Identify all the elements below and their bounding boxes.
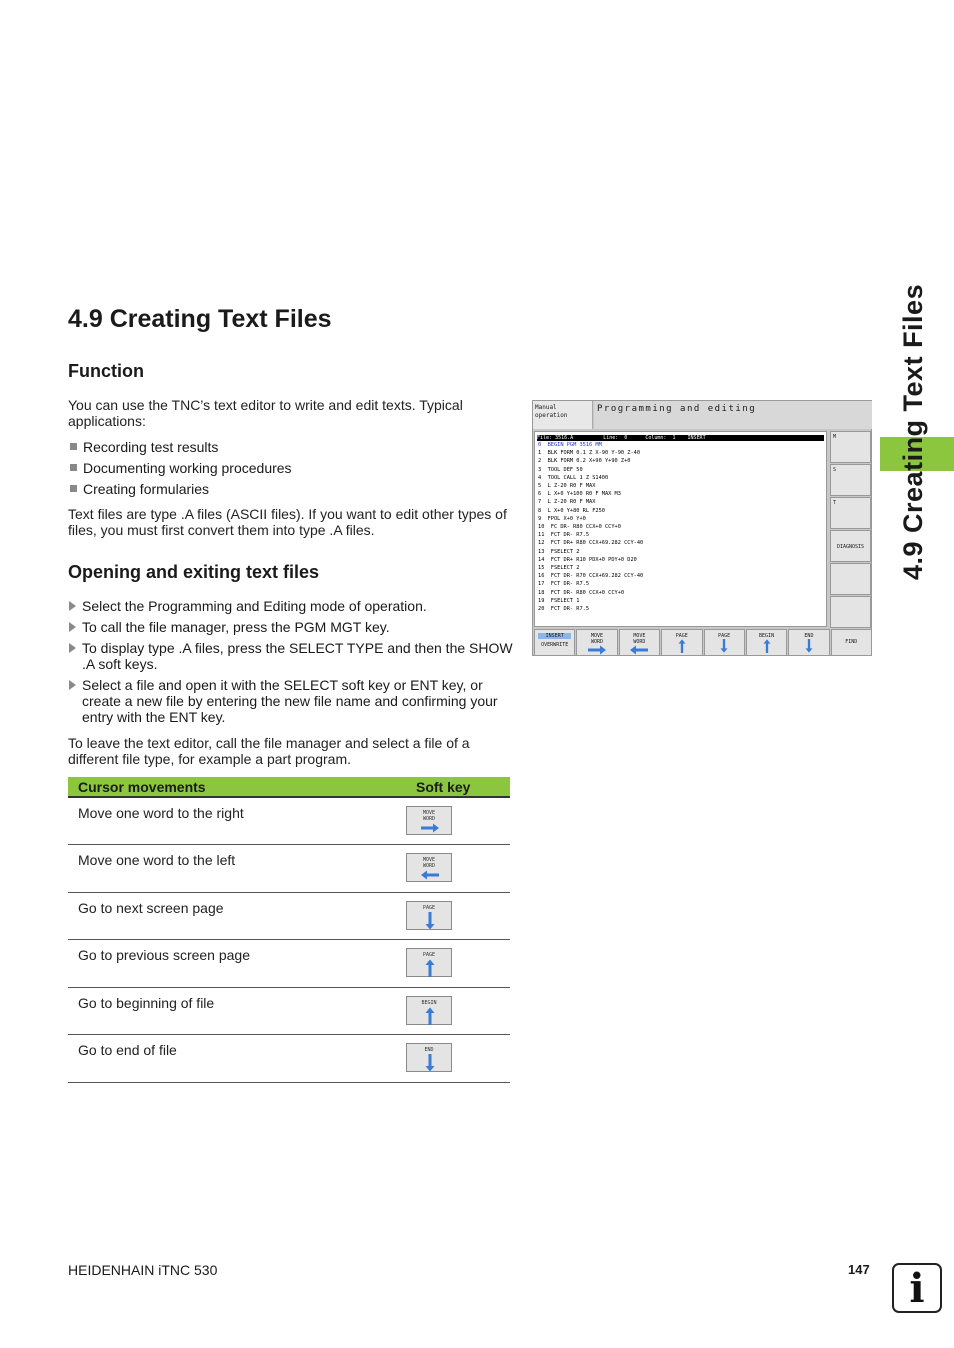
- program-line: 0 BEGIN PGM 3516 MM: [538, 442, 602, 448]
- arrow-down-icon: [425, 912, 435, 932]
- table-row: [68, 1035, 510, 1083]
- movement-description: Go to beginning of file: [68, 987, 406, 1035]
- program-line: 5 L Z-20 R0 F MAX: [538, 483, 596, 490]
- horizontal-softkey[interactable]: PAGE: [704, 629, 745, 656]
- softkey-move-left[interactable]: MOVE WORD: [406, 853, 452, 882]
- vertical-softkey[interactable]: [830, 596, 871, 628]
- program-line: 3 TOOL DEF 50: [538, 466, 583, 473]
- movement-description: Go to previous screen page: [68, 940, 406, 988]
- horizontal-softkey[interactable]: END: [788, 629, 829, 656]
- program-line: 13 FSELECT 2: [538, 548, 580, 555]
- function-intro: You can use the TNC’s text editor to write and edit texts. Typical applications:: [68, 397, 463, 429]
- table-row: [68, 892, 510, 940]
- softkey-begin-up[interactable]: BEGIN: [406, 996, 452, 1025]
- program-line: 14 FCT DR+ R10 PDX+0 PDY+0 D20: [538, 556, 637, 563]
- cursor-movements-table: [68, 777, 510, 1083]
- table-row: [68, 987, 510, 1035]
- list-item: Select the Programming and Editing mode of operation.: [68, 598, 513, 614]
- list-item: To call the file manager, press the PGM MGT key.: [68, 619, 513, 635]
- side-tab-title: 4.9 Creating Text Files: [898, 283, 928, 580]
- arrow-down-icon: [789, 639, 828, 653]
- softkey-page-down[interactable]: PAGE: [406, 901, 452, 930]
- horizontal-softkey[interactable]: BEGIN: [746, 629, 787, 656]
- square-bullet-icon: [70, 443, 77, 450]
- vertical-softkey[interactable]: DIAGNOSIS: [830, 530, 871, 562]
- vertical-softkeys: [830, 431, 872, 627]
- horizontal-softkeys: [534, 629, 872, 656]
- arrow-left-icon: [620, 645, 659, 655]
- program-line: 2 BLK FORM 0.2 X+90 Y+90 Z+0: [538, 458, 631, 465]
- program-line: 1 BLK FORM 0.1 Z X-90 Y-90 Z-40: [538, 450, 641, 457]
- arrow-up-icon: [662, 639, 701, 653]
- horizontal-softkey[interactable]: MOVE WORD: [576, 629, 617, 656]
- triangle-bullet-icon: [69, 601, 76, 611]
- list-item: Recording test results: [68, 439, 513, 460]
- applications-list: [68, 439, 513, 502]
- arrow-down-icon: [705, 639, 744, 653]
- movement-description: Go to next screen page: [68, 892, 406, 940]
- movement-description: Go to end of file: [68, 1035, 406, 1083]
- arrow-up-icon: [425, 1007, 435, 1027]
- program-line: 8 L X+0 Y+80 RL F250: [538, 507, 605, 514]
- opening-steps: [68, 598, 513, 730]
- program-line: 17 FCT DR- R7.5: [538, 581, 590, 588]
- mode-programming: Programming and editing: [594, 401, 872, 429]
- horizontal-softkey[interactable]: INSERT OVERWRITE: [534, 629, 575, 656]
- movement-description: Move one word to the right: [68, 797, 406, 845]
- leave-note: To leave the text editor, call the file manager and select a file of a different file type, for example a part program.: [68, 735, 470, 767]
- square-bullet-icon: [70, 464, 77, 471]
- list-item: Select a file and open it with the SELECT soft key or ENT key, or create a new file by entering the new file name and confirming your entry with the ENT key.: [68, 677, 513, 725]
- program-line: 12 FCT DR+ R80 CCX+69.282 CCY-40: [538, 540, 644, 547]
- table-row: [68, 797, 510, 845]
- arrow-up-icon: [425, 959, 435, 979]
- program-line: 11 FCT DR- R7.5: [538, 532, 590, 539]
- footer-product: HEIDENHAIN iTNC 530: [68, 1262, 218, 1278]
- file-status-line: File: 3516.A Line: 0 Column: 1 INSERT: [537, 435, 824, 441]
- page-title: 4.9 Creating Text Files: [68, 305, 332, 333]
- column-header-softkey: Soft key: [406, 777, 510, 797]
- triangle-bullet-icon: [69, 622, 76, 632]
- horizontal-softkey[interactable]: PAGE: [661, 629, 702, 656]
- vertical-softkey[interactable]: S: [830, 464, 871, 496]
- table-row: [68, 845, 510, 893]
- softkey-page-up[interactable]: PAGE: [406, 948, 452, 977]
- program-line: 10 FC DR- R80 CCX+0 CCY+0: [538, 524, 621, 531]
- mode-manual: Manual operation: [533, 401, 593, 429]
- text-editor: [534, 431, 827, 627]
- program-line: 4 TOOL CALL 1 Z S1400: [538, 474, 609, 481]
- arrow-left-icon: [420, 870, 440, 882]
- list-item: Creating formularies: [68, 481, 513, 502]
- softkey-move-right[interactable]: MOVE WORD: [406, 806, 452, 835]
- program-line: 18 FCT DR- R80 CCX+0 CCY+0: [538, 589, 625, 596]
- vertical-softkey[interactable]: [830, 563, 871, 595]
- vertical-softkey[interactable]: T: [830, 497, 871, 529]
- tnc-screenshot: [532, 400, 872, 656]
- program-line: 7 L Z-20 R0 F MAX: [538, 499, 596, 506]
- program-line: 6 L X+0 Y+100 R0 F MAX M3: [538, 491, 621, 498]
- function-heading: Function: [68, 361, 144, 381]
- column-header-movement: Cursor movements: [68, 777, 406, 797]
- triangle-bullet-icon: [69, 680, 76, 690]
- triangle-bullet-icon: [69, 643, 76, 653]
- opening-heading: Opening and exiting text files: [68, 562, 320, 582]
- vertical-softkey[interactable]: M: [830, 431, 871, 463]
- function-note: Text files are type .A files (ASCII files). If you want to edit other types of files, you must first convert them into type .A files.: [68, 506, 507, 538]
- arrow-up-icon: [747, 639, 786, 653]
- page-number: 147: [848, 1262, 870, 1277]
- program-line: 16 FCT DR- R70 CCX+69.282 CCY-40: [538, 573, 644, 580]
- arrow-right-icon: [420, 823, 440, 835]
- program-line: 15 FSELECT 2: [538, 565, 580, 572]
- softkey-end-down[interactable]: END: [406, 1043, 452, 1072]
- list-item: To display type .A files, press the SELECT TYPE and then the SHOW .A soft keys.: [68, 640, 513, 672]
- table-row: [68, 940, 510, 988]
- square-bullet-icon: [70, 485, 77, 492]
- arrow-right-icon: [577, 645, 616, 655]
- horizontal-softkey[interactable]: FIND: [831, 629, 872, 656]
- list-item: Documenting working procedures: [68, 460, 513, 481]
- arrow-down-icon: [425, 1054, 435, 1074]
- program-line: 9 FPOL X+0 Y+0: [538, 515, 586, 522]
- info-icon: i: [892, 1263, 942, 1313]
- program-line: 20 FCT DR- R7.5: [538, 606, 590, 613]
- horizontal-softkey[interactable]: MOVE WORD: [619, 629, 660, 656]
- movement-description: Move one word to the left: [68, 845, 406, 893]
- program-line: 19 FSELECT 1: [538, 597, 580, 604]
